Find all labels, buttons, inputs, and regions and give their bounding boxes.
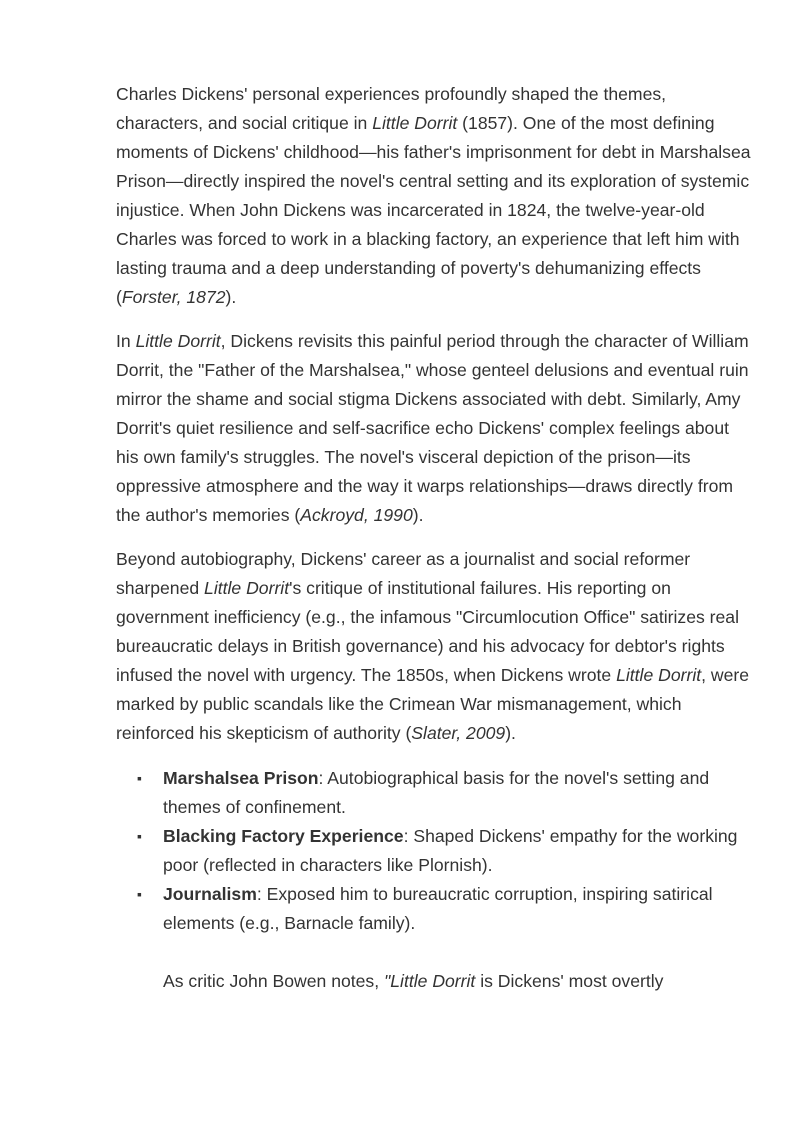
italic-title: Little Dorrit [204,578,290,598]
list-description: : Exposed him to bureaucratic corruption, inspiring satirical elements (e.g., Barnacle family). [163,884,713,933]
list-item [137,764,756,822]
text-run: , were marked by public scandals like the Crimean War mismanagement, which reinforced his skepticism of authority ( [116,665,750,743]
text-run: As critic John Bowen notes, [163,971,385,991]
text-run: In [116,331,136,351]
text-run: ). [225,287,237,307]
bullet-icon: ▪ [137,828,142,844]
list-item [137,822,756,880]
text-run: , Dickens revisits this painful period through the character of William Dorrit, the "Father of the Marshalsea," whose genteel delusions and eventual ruin mirror the shame and social stigma Dickens associated with debt. Similarly, Amy Dorrit's quiet resilience and self-sacrifice echo Dickens' complex feelings about his own family's struggles. The novel's visceral depiction of the prison—its oppressive atmosphere and the way it warps relationships—draws directly from the author's memories ( [116,331,749,525]
document-body [116,80,756,996]
list-description: : Shaped Dickens' empathy for the working poor (reflected in characters like Plornish). [163,826,738,875]
quote-paragraph [163,967,756,996]
bullet-list [116,764,756,938]
citation: Forster, 1872 [121,287,226,307]
italic-title: Little Dorrit [372,113,458,133]
text-run: Charles Dickens' personal experiences profoundly shaped the themes, characters, and social critique in [116,84,667,133]
text-run: (1857). One of the most defining moments of Dickens' childhood—his father's imprisonment for debt in Marshalsea Prison—directly inspired the novel's central setting and its exploration of systemic injustice. When John Dickens was incarcerated in 1824, the twelve-year-old Charles was forced to work in a blacking factory, an experience that left him with lasting trauma and a deep understanding of poverty's dehumanizing effects ( [116,113,751,307]
italic-title: Little Dorrit [616,665,702,685]
italic-title: Little Dorrit [135,331,221,351]
list-item [137,880,756,938]
paragraph-1 [116,80,756,312]
bullet-icon: ▪ [137,886,142,902]
paragraph-3 [116,545,756,748]
text-run: Beyond autobiography, Dickens' career as a journalist and social reformer sharpened [116,549,691,598]
citation: Ackroyd, 1990 [300,505,413,525]
list-term: Marshalsea Prison [163,768,319,788]
text-run: ). [412,505,424,525]
list-description: : Autobiographical basis for the novel's setting and themes of confinement. [163,768,710,817]
list-term: Blacking Factory Experience [163,826,404,846]
text-run: 's critique of institutional failures. His reporting on government inefficiency (e.g., the infamous "Circumlocution Office" satirizes real bureaucratic delays in British governance) and his advocacy for debtor's rights infused the novel with urgency. The 1850s, when Dickens wrote [116,578,740,685]
bullet-icon: ▪ [137,770,142,786]
list-term: Journalism [163,884,257,904]
text-run: is Dickens' most overtly [475,971,664,991]
text-run: ). [505,723,516,743]
citation: Slater, 2009 [411,723,506,743]
italic-quote: "Little Dorrit [384,971,476,991]
paragraph-2 [116,327,756,530]
